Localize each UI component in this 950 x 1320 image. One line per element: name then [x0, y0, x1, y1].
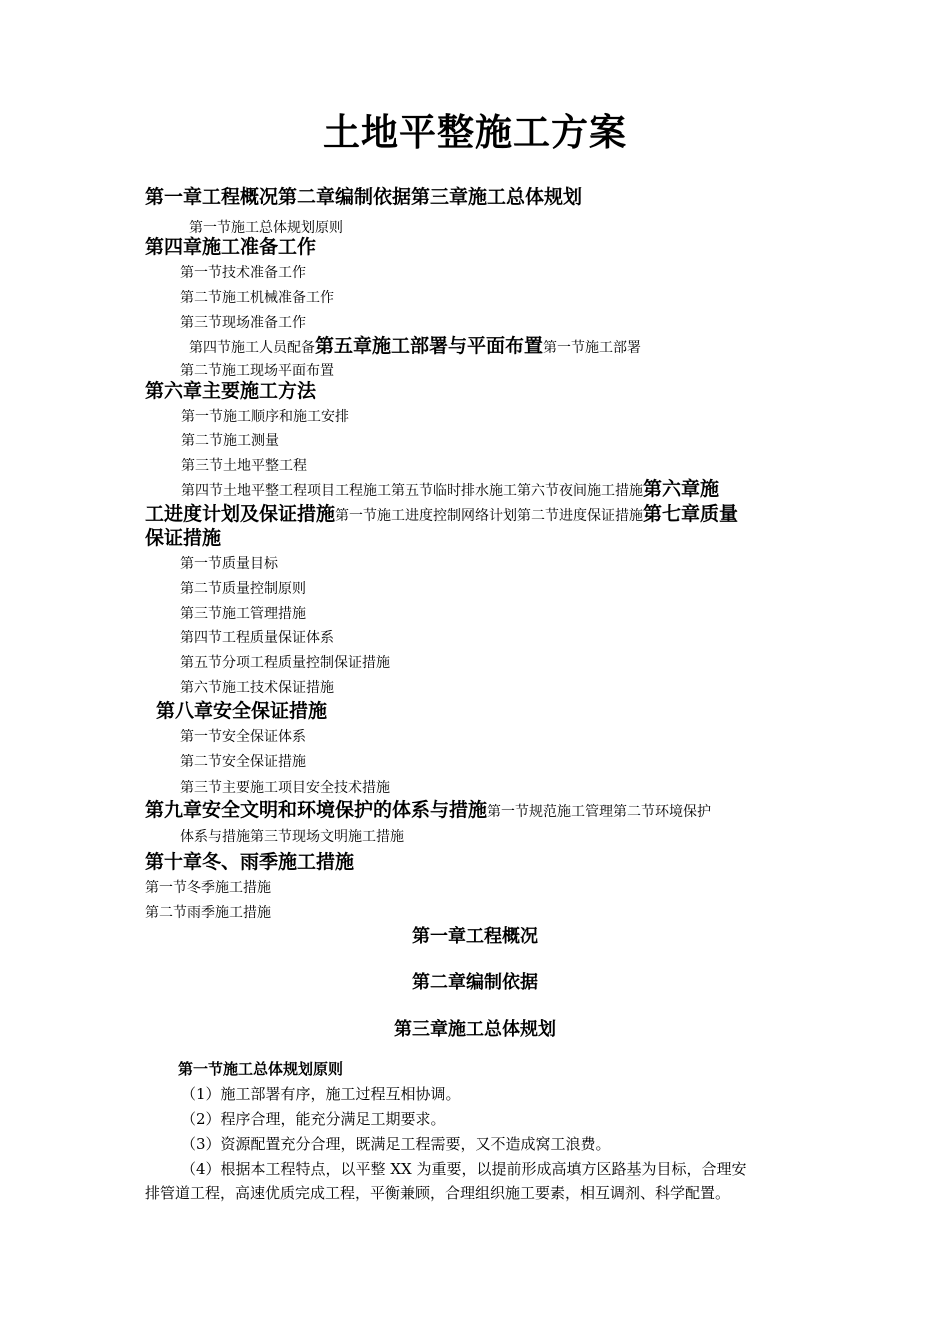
toc-ch6-section1[interactable]: 第一节施工顺序和施工安排 — [181, 409, 349, 425]
paragraph-4-line2: 排管道工程，高速优质完成工程，平衡兼顾，合理组织施工要素，相互调剂、科学配置。 — [145, 1184, 731, 1202]
heading-ch1: 第一章工程概况 — [412, 926, 538, 947]
toc-ch3-section1[interactable]: 第一节施工总体规划原则 — [189, 220, 343, 236]
toc-ch7-section4[interactable]: 第四节工程质量保证体系 — [180, 630, 334, 646]
toc-ch7-section2[interactable]: 第二节质量控制原则 — [180, 581, 306, 597]
toc-ch6-sections-4-6[interactable]: 第四节土地平整工程项目工程施工第五节临时排水施工第六节夜间施工措施 — [181, 483, 643, 499]
toc-line-ch6b-ch7 — [145, 503, 738, 527]
toc-ch10[interactable]: 第十章冬、雨季施工措施 — [145, 851, 355, 873]
toc-ch7-part1[interactable]: 第七章质量 — [643, 503, 739, 525]
toc-ch6b-part1[interactable]: 第六章施 — [643, 478, 720, 500]
toc-ch8[interactable]: 第八章安全保证措施 — [156, 700, 328, 722]
toc-ch5-section1[interactable]: 第一节施工部署 — [543, 340, 642, 356]
toc-line-ch9 — [145, 799, 711, 823]
toc-line-ch6s456 — [181, 478, 719, 502]
paragraph-1: （1）施工部署有序，施工过程互相协调。 — [181, 1085, 461, 1103]
paragraph-2: （2）程序合理，能充分满足工期要求。 — [181, 1110, 446, 1128]
toc-ch10-section1[interactable]: 第一节冬季施工措施 — [145, 880, 271, 896]
toc-ch4-section3[interactable]: 第三节现场准备工作 — [180, 315, 306, 331]
paragraph-4-line1: （4）根据本工程特点，以平整 XX 为重要，以提前形成高填方区路基为目标，合理安 — [181, 1160, 747, 1178]
toc-ch4[interactable]: 第四章施工准备工作 — [145, 236, 317, 258]
toc-ch5-section2[interactable]: 第二节施工现场平面布置 — [180, 363, 334, 379]
toc-ch8-section1[interactable]: 第一节安全保证体系 — [180, 729, 306, 745]
toc-line-ch4s4-ch5 — [189, 335, 641, 359]
toc-ch6b-part2[interactable]: 工进度计划及保证措施 — [145, 503, 336, 525]
heading-ch3: 第三章施工总体规划 — [394, 1019, 556, 1040]
toc-ch8-section2[interactable]: 第二节安全保证措施 — [180, 754, 306, 770]
toc-ch6-section2[interactable]: 第二节施工测量 — [181, 433, 279, 449]
toc-ch7-section3[interactable]: 第三节施工管理措施 — [180, 606, 306, 622]
toc-ch6[interactable]: 第六章主要施工方法 — [145, 380, 317, 402]
toc-ch4-section1[interactable]: 第一节技术准备工作 — [180, 265, 306, 281]
toc-ch4-section2[interactable]: 第二节施工机械准备工作 — [180, 290, 334, 306]
toc-ch9-sections-part2[interactable]: 体系与措施第三节现场文明施工措施 — [180, 829, 404, 845]
toc-ch8-section3[interactable]: 第三节主要施工项目安全技术措施 — [180, 780, 390, 796]
section-heading: 第一节施工总体规划原则 — [178, 1060, 344, 1078]
toc-line-chapters-1-3[interactable]: 第一章工程概况第二章编制依据第三章施工总体规划 — [145, 186, 583, 208]
toc-ch9[interactable]: 第九章安全文明和环境保护的体系与措施 — [145, 799, 488, 821]
toc-ch10-section2[interactable]: 第二节雨季施工措施 — [145, 905, 271, 921]
toc-ch7-section5[interactable]: 第五节分项工程质量控制保证措施 — [180, 655, 390, 671]
paragraph-3: （3）资源配置充分合理，既满足工程需要，又不造成窝工浪费。 — [181, 1135, 611, 1153]
toc-ch6b-sections[interactable]: 第一节施工进度控制网络计划第二节进度保证措施 — [335, 508, 644, 524]
toc-ch7-section1[interactable]: 第一节质量目标 — [180, 556, 278, 572]
toc-ch7-part2[interactable]: 保证措施 — [145, 527, 222, 549]
heading-ch2: 第二章编制依据 — [412, 972, 538, 993]
toc-ch7-section6[interactable]: 第六节施工技术保证措施 — [180, 680, 334, 696]
toc-ch5[interactable]: 第五章施工部署与平面布置 — [315, 335, 544, 357]
document-title: 土地平整施工方案 — [323, 111, 627, 154]
toc-ch6-section3[interactable]: 第三节土地平整工程 — [181, 458, 307, 474]
toc-ch9-sections-part1[interactable]: 第一节规范施工管理第二节环境保护 — [487, 804, 712, 820]
toc-ch4-section4[interactable]: 第四节施工人员配备 — [189, 340, 315, 356]
